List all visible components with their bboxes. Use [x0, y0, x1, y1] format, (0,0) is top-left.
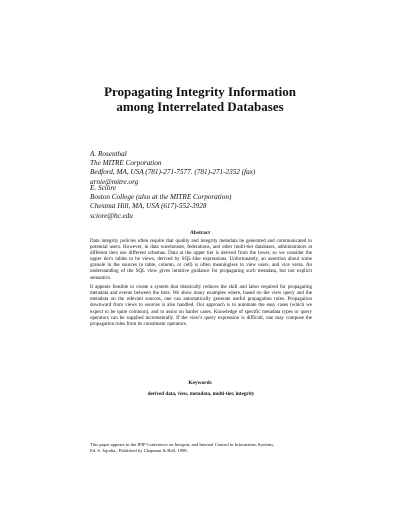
author-affiliation: The MITRE Corporation — [90, 159, 162, 168]
title-line-2: among Interrelated Databases — [116, 99, 284, 114]
footnote-line-2: Ed. S. Jajodia., Published by Chapman & Hall, 1998. — [90, 447, 188, 453]
author-name: A. Rosenthal — [90, 150, 127, 158]
author-name: E. Sciore — [90, 184, 117, 192]
abstract-paragraph-1: Data integrity policies often require that quality and integrity metadata be generated and communicated to potential users. However, in data warehouses, federations, and other multi-tier databases, administrators at different tiers use different schemas. Data at the upper tier is derived from the lower, so we consider the upper tier's tables to be views, derived by SQL-like expressions. Unfortunately, an assertion about some granule in the sources (a table, column, or cell) is often meaningless to view users, and vice versa. An understanding of the SQL view gives intuitive guidance for propagating such metadata, but not explicit semantics. — [90, 238, 312, 281]
publication-footnote — [90, 442, 320, 454]
author-contact: Bedford, MA, USA (781)-271-7577. (781)-271-2352 (fax) — [90, 168, 256, 177]
title-line-1: Propagating Integrity Information — [104, 84, 296, 99]
author-email: sciore@bc.edu — [90, 211, 133, 220]
abstract-heading: Abstract — [189, 230, 211, 236]
author-contact: Chestnut Hill, MA, USA (617)-552-3928 — [90, 202, 207, 211]
abstract-body — [90, 238, 312, 330]
paper-title — [60, 84, 340, 114]
author-email: arnie@mitre.org — [90, 177, 139, 186]
keywords-text: derived data, view, metadata, multi-tier, integrity — [147, 391, 255, 397]
footnote-line-1: This paper appears in the IFIP Conference on Integrity and Internal Control in Information Systems, — [90, 442, 275, 447]
author-block-rosenthal — [90, 150, 350, 187]
author-block-sciore — [90, 184, 350, 221]
abstract-paragraph-2: It appears feasible to create a system that drastically reduces the skill and labor required for propagating metadata and events between the tiers. We show many examples where, based on the view query and the metadata on the relevant sources, one can automatically generate useful propagation rules. Propagation downward from views to sources is also handled. Our approach is to automate the easy cases (which we expect to be quite common), and to assist on harder cases. Knowledge of specific metadata types or query operators can be supplied incrementally. If the view's query expression is difficult, one may compose the propagation rules from its constituent operators. — [90, 284, 312, 327]
author-affiliation: Boston College (also at the MITRE Corporation) — [90, 193, 232, 202]
keywords-heading: Keywords — [188, 380, 212, 386]
